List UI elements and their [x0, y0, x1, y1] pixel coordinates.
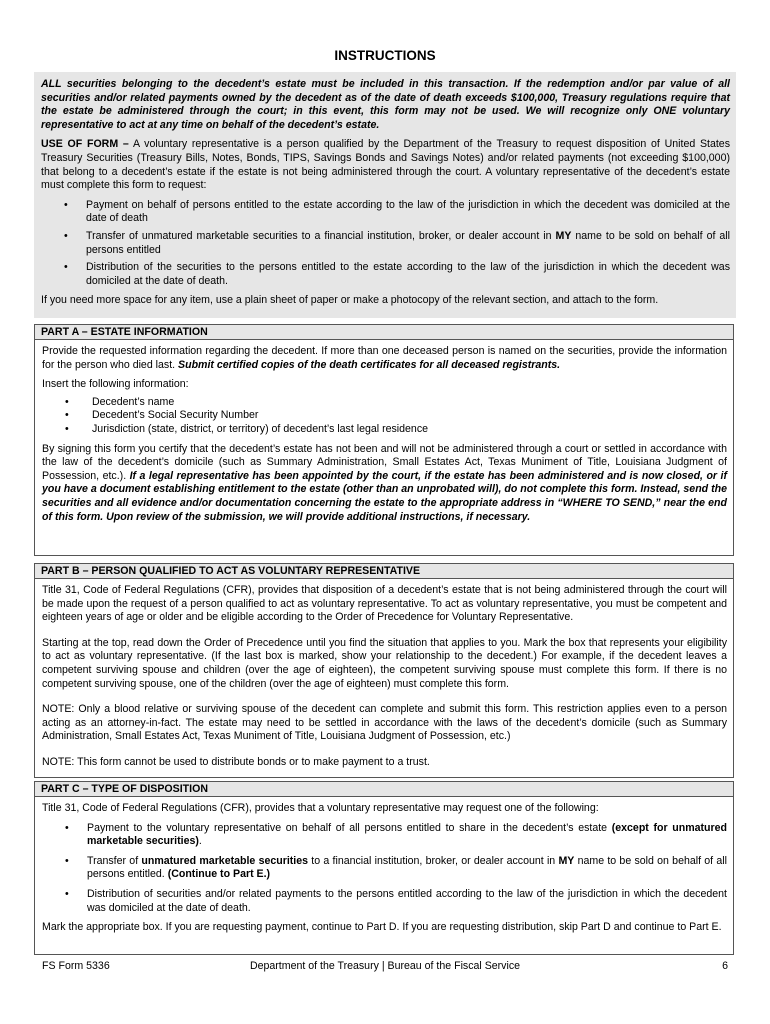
- part-c-option-transfer-my: MY: [558, 854, 575, 867]
- part-a-insert-label: Insert the following information:: [42, 378, 189, 391]
- part-c-option-transfer-continue: (Continue to Part E.): [167, 868, 271, 881]
- part-c-option-transfer-text: Transfer of: [87, 854, 142, 867]
- intro-warning: ALL securities belonging to the decedent’s estate must be included in this transaction. If the redemption and/or par value of all securities and/or related payments owned by the decedent as of the date of death exceeds $100,000, Treasury regulations require that the estate be administered through the court; in this event, this form may not be used. We will recognize only ONE voluntary representative to act at any time on behalf of the decedent’s estate.: [41, 78, 730, 131]
- part-b-note-2: NOTE: This form cannot be used to distribute bonds or to make payment to a trust.: [42, 755, 430, 768]
- intro-bullet-transfer: [41, 230, 730, 257]
- list-item: • Decedent’s Social Security Number: [42, 409, 727, 423]
- part-a-intro: [42, 345, 727, 372]
- part-c-option-payment-text: Payment to the voluntary representative on behalf of all persons entitled to share in the decedent’s estate: [87, 821, 612, 834]
- part-a-intro-text: Provide the requested information regarding the decedent. If more than one deceased person is named on the securities, provide the information for the person who died last.: [42, 345, 727, 371]
- intro-section: [34, 72, 736, 318]
- part-a-certification-text: By signing this form you certify that the decedent’s estate has not been and will not be administered through a court or settled in accordance with the law of the decedent’s domicile (such as Summary Administration, Small Estates Act, Texas Muniment of Title, Louisiana Judgment of Possession, etc.).: [42, 442, 727, 482]
- list-item: • Jurisdiction (state, district, or territory) of decedent’s last legal residence: [42, 423, 727, 437]
- list-item: • Decedent’s name: [42, 396, 727, 410]
- part-b-paragraph-1: Title 31, Code of Federal Regulations (CFR), provides that disposition of a decedent’s estate that is not being administered through the court will be made upon the request of a person qualified to act as voluntary representative. To act as voluntary representative, you must be competent and eighteen years of age or older and be eligible according to the Order of Precedence for Voluntary Representative.: [42, 584, 727, 624]
- use-of-form: [41, 138, 730, 192]
- part-c-option-transfer-securities: unmatured marketable securities: [141, 854, 309, 867]
- part-a-section: [34, 324, 734, 556]
- intro-bullet-list: [41, 199, 730, 289]
- part-c-option-distribution: • Distribution of securities and/or related payments to the persons entitled according to the law of the jurisdiction in which the decedent was domiciled at the date of death.: [42, 888, 727, 915]
- part-c-header: PART C – TYPE OF DISPOSITION: [35, 782, 733, 797]
- agency-name: Department of the Treasury | Bureau of the Fiscal Service: [249, 960, 521, 972]
- space-note: If you need more space for any item, use a plain sheet of paper or make a photocopy of the relevant section, and attach to the form.: [41, 294, 659, 307]
- part-b-paragraph-2: Starting at the top, read down the Order of Precedence until you find the situation that applies to you. Mark the box that represents your eligibility to act as voluntary representative. (If the last box is marked, show your relationship to the decedent.) For example, if the decedent leaves a competent surviving spouse and children (over the age of eighteen), the competent surviving spouse must complete this form. If there is no competent surviving spouse, one of the children (over the age of eighteen) must complete this form.: [42, 636, 727, 690]
- part-a-info-list: [42, 396, 727, 437]
- part-b-header: PART B – PERSON QUALIFIED TO ACT AS VOLUNTARY REPRESENTATIVE: [35, 564, 733, 579]
- part-a-certification-emphasis: If a legal representative has been appointed by the court, if the estate has been administered and is now closed, or if you have a document establishing entitlement to the estate (other than an unprobated will), do not complete this form. Instead, send the securities and all evidence and/or documentation concerning the estate to the appropriate address in “WHERE TO SEND,” near the end of this form. Upon review of the submission, we will provide additional instructions, if necessary.: [42, 469, 727, 523]
- part-c-instructions: Mark the appropriate box. If you are requesting payment, continue to Part D. If you are requesting distribution, skip Part D and continue to Part E.: [42, 921, 722, 934]
- part-c-option-payment-exception: (except for unmatured marketable securities): [87, 821, 727, 848]
- part-a-certification: [42, 443, 727, 525]
- part-c-section: [34, 781, 734, 955]
- intro-bullet-distribution: • Distribution of the securities to the persons entitled to the estate according to the law of the jurisdiction in which the decedent was domiciled at the date of death.: [41, 261, 730, 288]
- part-c-option-transfer-text-3: name to be sold on behalf of all persons entitled.: [87, 854, 727, 881]
- part-c-option-transfer-text-2: to a financial institution, broker, or dealer account in: [308, 854, 559, 867]
- part-b-note-1: NOTE: Only a blood relative or surviving spouse of the decedent can complete and submit this form. This restriction applies even to a person acting as an attorney-in-fact. The estate may need to be settled in accordance with the laws of the decedent’s domicile (such as Summary Administration, Small Estates Act, Texas Muniment of Title, Louisiana Judgment of Possession, etc.): [42, 703, 727, 743]
- part-b-section: [34, 563, 734, 778]
- part-c-options-list: [42, 822, 727, 916]
- part-c-option-transfer: [42, 855, 727, 882]
- intro-bullet-transfer-text-end: name to be sold on behalf of all persons entitled: [86, 229, 731, 256]
- part-a-intro-emphasis: Submit certified copies of the death certificates for all deceased registrants.: [178, 358, 561, 371]
- part-c-option-payment: [42, 822, 727, 849]
- page-title: INSTRUCTIONS: [334, 48, 436, 63]
- intro-bullet-transfer-my: MY: [555, 229, 572, 242]
- part-c-option-payment-end: .: [198, 835, 202, 848]
- part-c-intro: Title 31, Code of Federal Regulations (CFR), provides that a voluntary representative may request one of the following:: [42, 802, 599, 814]
- use-of-form-text: A voluntary representative is a person qualified by the Department of the Treasury to request disposition of United States Treasury Securities (Treasury Bills, Notes, Bonds, TIPS, Savings Bonds and Savings Notes) and/or related payments (not exceeding $100,000) that belong to a decedent’s estate if the estate is not being administered through the court. A voluntary representative of the decedent’s estate must complete this form to request:: [41, 138, 730, 192]
- part-a-header: PART A – ESTATE INFORMATION: [35, 325, 733, 340]
- intro-bullet-transfer-text: Transfer of unmatured marketable securities to a financial institution, broker, or dealer account in: [86, 229, 556, 242]
- page-number: 6: [722, 960, 728, 972]
- use-of-form-label: USE OF FORM –: [41, 138, 129, 151]
- intro-bullet-payment: • Payment on behalf of persons entitled to the estate according to the law of the jurisdiction in which the decedent was domiciled at the date of death: [41, 199, 730, 226]
- form-number: FS Form 5336: [42, 960, 110, 972]
